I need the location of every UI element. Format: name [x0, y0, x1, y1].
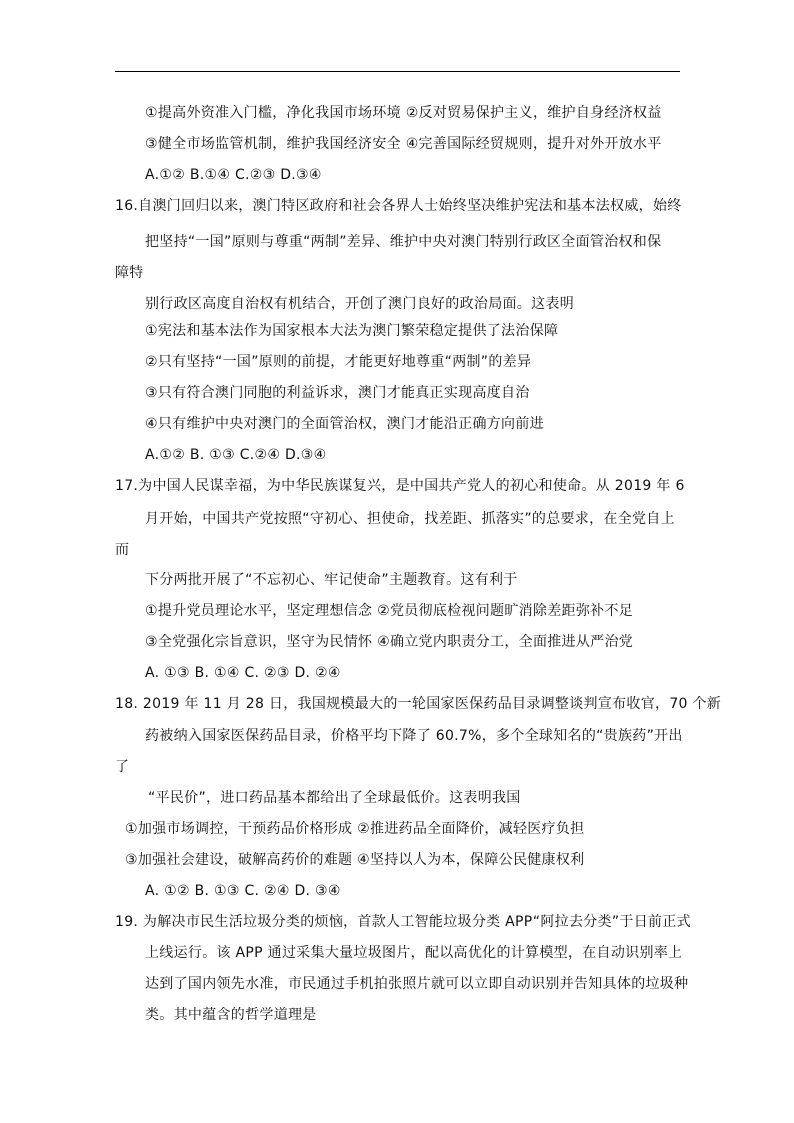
- q17-stem-line-1: 17.为中国人民谋幸福，为中华民族谋复兴，是中国共产党人的初心和使命。从 2019 年 6: [115, 478, 685, 494]
- q17-options-3-4: ③全党强化宗旨意识，坚守为民情怀 ④确立党内职责分工，全面推进从严治党: [145, 634, 634, 650]
- q15-options-3-4: ③健全市场监管机制，维护我国经济安全 ④完善国际经贸规则，提升对外开放水平: [145, 136, 662, 152]
- q17-stem-line-4: 下分两批开展了“不忘初心、牢记使命”主题教育。这有利于: [145, 572, 518, 588]
- q17-choices: A. ①③ B. ①④ C. ②③ D. ②④: [145, 665, 341, 681]
- q17-stem-line-3: 而: [115, 542, 130, 558]
- q16-stem-line-4: 别行政区高度自治权有机结合，开创了澳门良好的政治局面。这表明: [145, 296, 574, 312]
- q18-stem-line-3: 了: [115, 759, 130, 775]
- header-rule: [115, 71, 680, 72]
- q18-stem-line-2: 药被纳入国家医保药品目录，价格平均下降了 60.7%，多个全球知名的“贵族药”开出: [145, 728, 683, 744]
- q18-options-3-4: ③加强社会建设，破解高药价的难题 ④坚持以人为本，保障公民健康权利: [125, 852, 585, 868]
- q19-stem-line-2: 上线运行。该 APP 通过采集大量垃圾图片，配以高优化的计算模型，在自动识别率上: [145, 945, 683, 961]
- q18-stem-line-4: “平民价”，进口药品基本都给出了全球最低价。这表明我国: [148, 790, 521, 806]
- q16-stem-line-1: 16.自澳门回归以来，澳门特区政府和社会各界人士始终坚决维护宪法和基本法权威，始终: [115, 198, 682, 214]
- q16-option-1: ①宪法和基本法作为国家根本大法为澳门繁荣稳定提供了法治保障: [145, 323, 559, 339]
- q16-choices: A.①② B. ①③ C.②④ D.③④: [145, 447, 327, 463]
- q16-stem-line-2: 把坚持“一国”原则与尊重“两制”差异、维护中央对澳门特别行政区全面管治权和保: [145, 234, 662, 250]
- q17-options-1-2: ①提升党员理论水平，坚定理想信念 ②党员彻底检视问题旷消除差距弥补不足: [145, 603, 634, 619]
- q18-options-1-2: ①加强市场调控，干预药品价格形成 ②推进药品全面降价，减轻医疗负担: [125, 821, 585, 837]
- q19-stem-line-4: 类。其中蕴含的哲学道理是: [145, 1007, 317, 1023]
- q19-stem-line-3: 达到了国内领先水准，市民通过手机拍张照片就可以立即自动识别并告知具体的垃圾种: [145, 976, 689, 992]
- q18-stem-line-1: 18. 2019 年 11 月 28 日，我国规模最大的一轮国家医保药品目录调整谈判宣布收官，70 个新: [115, 696, 722, 712]
- q15-choices: A.①② B.①④ C.②③ D.③④: [145, 167, 322, 183]
- q17-stem-line-2: 月开始，中国共产党按照“守初心、担使命，找差距、抓落实”的总要求，在全党自上: [145, 511, 675, 527]
- q16-option-2: ②只有坚持“一国”原则的前提，才能更好地尊重“两制”的差异: [145, 354, 532, 370]
- q18-choices: A. ①② B. ①③ C. ②④ D. ③④: [145, 883, 341, 899]
- q16-option-4: ④只有维护中央对澳门的全面管治权，澳门才能沿正确方向前进: [145, 416, 544, 432]
- q19-stem-line-1: 19. 为解决市民生活垃圾分类的烦恼，首款人工智能垃圾分类 APP“阿拉去分类”于日前正式: [115, 914, 691, 930]
- q16-stem-line-3: 障特: [115, 265, 144, 281]
- q15-options-1-2: ①提高外资准入门槛，净化我国市场环境 ②反对贸易保护主义，维护自身经济权益: [145, 105, 662, 121]
- q16-option-3: ③只有符合澳门同胞的利益诉求，澳门才能真正实现高度自治: [145, 385, 530, 401]
